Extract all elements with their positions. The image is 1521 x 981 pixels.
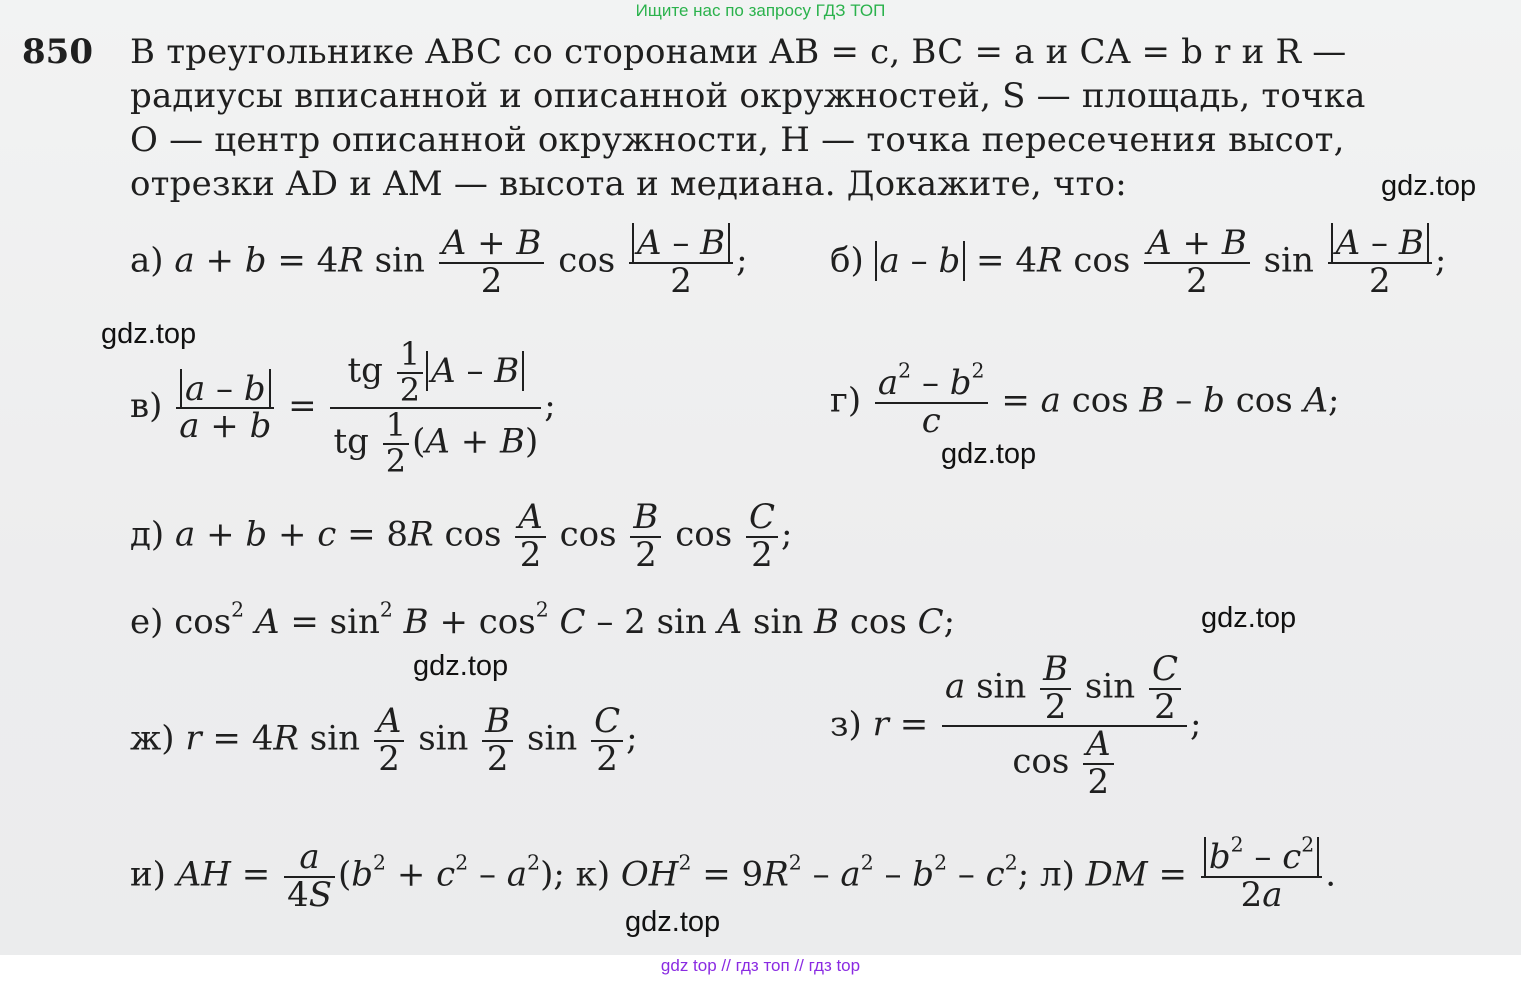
label-v: в) (130, 386, 163, 427)
problem-number: 850 (22, 32, 93, 72)
label-a: а) (130, 240, 164, 281)
label-e: е) (130, 602, 164, 642)
statement-line-1: В треугольнике ABC со сторонами AB = c, BC = a и CA = b r и R — (130, 32, 1347, 72)
label-g: г) (830, 380, 862, 421)
label-i: и) (130, 854, 166, 895)
formula-d: д) a + b + c = 8R cos $\frac{A}{2}$ cos $\frac{B}{2}$ cos $\frac{C}{2}$ ; (130, 497, 793, 575)
formula-b: б) a – b = 4R cos $\frac{A + B}{2}$ sin $\frac{A - B}{2}$ ; (830, 223, 1447, 301)
formula-z: з) r = a sin $\frac{B}{2}$ sin $\frac{C}{2}$ cos $\frac{A}{2}$ ; (830, 649, 1202, 803)
statement-line-3: O — центр описанной окружности, H — точка пересечения высот, (130, 120, 1345, 160)
statement-line-2: радиусы вписанной и описанной окружностей, S — площадь, точка (130, 76, 1366, 116)
top-note[interactable]: Ищите нас по запросу ГДЗ ТОП (635, 1, 886, 20)
footer-links[interactable]: gdz top // гдз топ // гдз top (660, 956, 861, 975)
watermark: gdz.top (941, 438, 1037, 470)
formula-a: а) a + b = 4R sin $\frac{A + B}{2}$ cos $\frac{A - B}{2}$ ; (130, 223, 748, 301)
label-l: л) (1039, 854, 1075, 895)
formula-i-k-l: и) AH = $\frac{a}{4S}$ $(b^2 + c^2 - a^2)$; к) $OH^2 = 9R^2 - a^2 - b^2 - c^2$; л) DM = $\frac{b^2 - c^2}{2a}$ . (130, 832, 1337, 915)
statement-line-4: отрезки AD и AM — высота и медиана. Докажите, что: (130, 164, 1127, 204)
label-b: б) (830, 240, 864, 281)
watermark: gdz.top (101, 318, 197, 350)
formula-zh: ж) r = 4R sin $\frac{A}{2}$ sin $\frac{B}{2}$ sin $\frac{C}{2}$ ; (130, 701, 638, 779)
label-k: к) (575, 854, 611, 895)
watermark: gdz.top (1201, 602, 1297, 634)
watermark: gdz.top (625, 906, 721, 938)
watermark: gdz.top (413, 650, 509, 682)
formula-e: е) $\cos^2 A = \sin^2 B + \cos^2 C - 2$ sin A sin B cos C; (130, 597, 956, 642)
label-zh: ж) (130, 718, 175, 759)
formula-g: г) $\frac{a^2 - b^2}{c}$ = a cos B – b cos A; (830, 358, 1340, 441)
label-z: з) (830, 704, 862, 745)
watermark: gdz.top (1381, 170, 1477, 202)
label-d: д) (130, 514, 165, 555)
formula-v: в) $\frac{a - b}{a + b}$ = tg $\frac{1}{2}$ A – B tg $\frac{1}{2}$ (A + B) ; (130, 335, 556, 480)
